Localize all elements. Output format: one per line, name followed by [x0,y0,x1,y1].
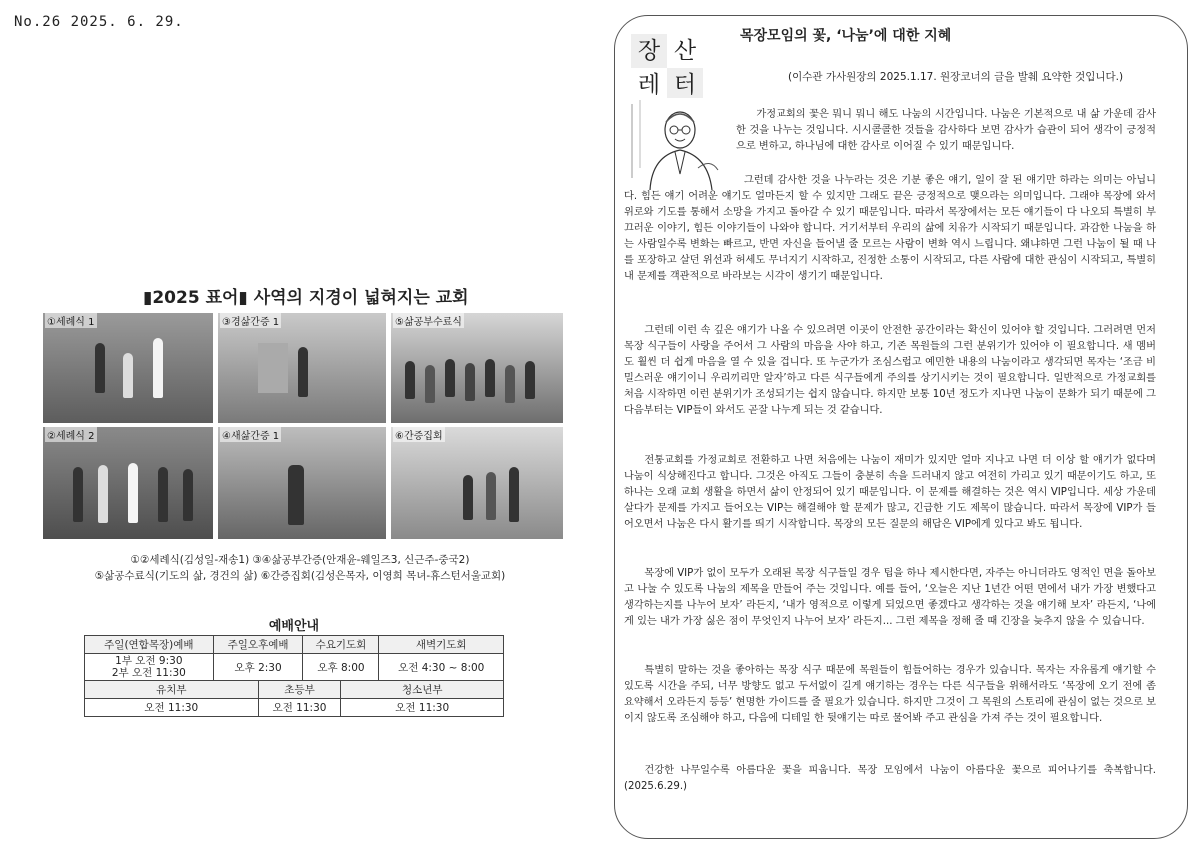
service-header: 주일(연합목장)예배 [85,636,214,654]
letter-title: 목장모임의 꽃, ‘나눔’에 대한 지혜 [740,28,952,44]
letter-paragraph: 목장에 VIP가 없이 모두가 오래된 목장 식구들일 경우 팁을 하나 제시한다면, 자주는 아니더라도 영적인 면을 돌아보고 나눌 수 있도록 나눔의 제목을 만들어 주는 것입니다. 예를 들어, ‘오늘은 지난 1년간 어떤 면에서 내가 가장 변했다고 생각하는지를 나누어 보자’ 라든지, ‘내가 영적으로 이렇게 되었으면 좋겠다고 생각하는 것을 얘기해 보자’ 라든지, ‘나에게 있는 내가 가장 싫은 점이 무엇인지 나누어 보자’ 라든지... 그런 제목을 정해 줄 때 긴장을 늦추지 않을 수 있습니다. [624,568,1156,627]
letter-paragraph: 그런데 감사한 것을 나누라는 것은 기분 좋은 얘기, 일이 잘 된 얘기만 하라는 의미는 아닙니다. 힘든 얘기 어려운 얘기도 얼마든지 할 수 있지만 그래도 끝은 긍정적으로 맺으라는 의미입니다. 그래야 목장에 와서 위로와 기도를 통해서 소망을 가지고 돌아갈 수 있기 때문입니다. 따라서 목장에서는 모든 얘기들이 다 나오되 특별히 부끄러운 이야기, 힘든 이야기들이 나와야 합니다. 거기서부터 우리의 삶에 치유가 시작되기 때문입니다. 과감한 나눔을 하는 사람일수록 변화는 빠르고, 반면 자신을 들어낼 줄 모르는 사람이 변화 역시 느립니다. 왜냐하면 그런 나눔이 될 때 나를 포장하고 살던 위선과 허세도 무너지기 시작하고, 진정한 소통이 시작되고, 다른 사람에 대한 관심이 시작되고, 특별히 내 문제를 객관적으로 바라보는 시각이 생기기 때문입니다. [624,175,1156,282]
person-figure [123,353,133,398]
service-time: 1부 오전 9:30 2부 오전 11:30 [85,654,214,681]
person-figure [183,469,193,521]
photo-6 [391,427,563,539]
caption-line: ⑤삶공수료식(기도의 삶, 경건의 삶) ⑥간증집회(김성은목자, 이영희 목녀-휴스턴서울교회) [94,570,506,582]
person-figure [153,338,163,398]
person-figure [465,363,475,401]
letter-paragraph: 건강한 나무일수록 아름다운 꽃을 피웁니다. 목장 모임에서 나눔이 아름다운 꽃으로 피어나기를 축복합니다.(2025.6.29.) [624,765,1156,792]
service-header: 새벽기도회 [379,636,504,654]
person-figure [298,347,308,397]
photo-3 [218,313,386,423]
podium [258,343,288,393]
issue-number: No.26 2025. 6. 29. [14,14,184,30]
person-figure [128,463,138,523]
person-figure [505,365,515,403]
school-time: 오전 11:30 [341,699,504,717]
person-figure [463,475,473,520]
service-header: 수요기도회 [303,636,379,654]
letter-paragraph: 그런데 이런 속 깊은 얘기가 나올 수 있으려면 이곳이 안전한 공간이라는 확신이 있어야 할 것입니다. 그러려면 먼저 목장 식구들이 사랑을 주어서 그 사람의 마음을 사야 하고, 기존 목원들의 그런 분위기가 있어야 이 필요합니다. 새 멤버도 훨씬 더 쉽게 마음을 열 수 있을 겁니다. 또 누군가가 조심스럽고 예민한 내용의 나눔이라고 생각되면 목자는 ‘조금 비밀스러운 얘기이니 우리끼리만 알자’하고 다른 식구들에게 주의를 상기시키는 것이 필요합니다. 일반적으로 가정교회를 처음 시작하면 이런 분위기가 조성되기는 쉽지 않습니다. 하지만 보통 10년 정도가 지나면 나눔이 문화가 되기 때문에 그다음부터는 VIP들이 와서도 곧잘 나누게 되는 것 같습니다. [624,325,1156,416]
service-time: 오후 8:00 [303,654,379,681]
photo-grid [43,313,563,539]
school-time: 오전 11:30 [258,699,341,717]
person-figure [509,467,519,522]
person-figure [485,359,495,397]
person-figure [95,343,105,393]
photo-label: ②세례식 2 [45,427,97,442]
letter-paragraph: 전통교회를 가정교회로 전환하고 나면 처음에는 나눔이 재미가 있지만 얼마 지나고 나면 더 이상 할 얘기가 없다며 나눔이 식상해진다고 합니다. 그것은 아직도 그들이 충분히 속을 드러내지 않고 여전히 가리고 있기 때문이기도 하고, 또 하나는 오래 교회 생활을 하면서 삶이 안정되어 있기 때문입니다. 이 문제를 해결하는 것은 역시 VIP입니다. 세상 가운데 살다가 문제를 가지고 들어오는 VIP는 해결해야 할 문제가 많고, 긴급한 기도 제목이 많습니다. 따라서 목장에 VIP가 들어오면서 나눔은 다시 활기를 띄기 시작합니다. 목장의 모든 질문의 해답은 VIP에게 있다고 봐도 됩니다. [624,455,1156,530]
photo-1 [43,313,213,423]
person-figure [98,465,108,523]
letter-paragraph: 특별히 말하는 것을 좋아하는 목장 식구 때문에 목원들이 힘들어하는 경우가 있습니다. 목자는 자유롭게 얘기할 수 있도록 시간을 주되, 너무 방향도 없고 두서없이 길게 얘기하는 경우는 다른 식구들을 위해서라도 ‘목장에 오기 전에 좀 요약해서 오라든지 등등’ 현명한 가이드를 줄 필요가 있습니다. 하지만 그것이 그 목원의 스토리에 관심이 없는 것으로 보이지 않도록 조심해야 하고, 다음에 디테일 한 뒷얘기는 따로 물어봐 주고 관심을 가져 주는 것이 필요합니다. [624,665,1156,724]
person-figure [405,361,415,399]
letter-paragraph: 가정교회의 꽃은 뭐니 뭐니 해도 나눔의 시간입니다. 나눔은 기본적으로 내 삶 가운데 감사한 것을 나누는 것입니다. 시시콜콜한 것들을 감사하다 보면 감사가 습관이 되어 생각이 긍정적으로 변하고, 하나님에 대한 감사로 이어질 수 있기 때문입니다. [736,109,1156,152]
letter-logo [631,34,703,102]
photo-4 [218,427,386,539]
person-figure [425,365,435,403]
logo-char: 터 [667,68,703,102]
annual-motto: ▮2025 표어▮ 사역의 지경이 넓혀지는 교회 [143,288,469,308]
photo-captions [0,552,600,584]
caption-line: ①②세례식(김성일-재송1) ③④삶공부간증(안재윤-웨일즈3, 신근주-중국2) [130,554,470,566]
photo-label: ④새삶간증 1 [220,427,281,442]
logo-char: 장 [631,34,667,68]
photo-label: ⑤삶공부수료식 [393,313,464,328]
person-figure [445,359,455,397]
worship-schedule-table [84,614,504,717]
person-figure [525,361,535,399]
photo-label: ⑥간증집회 [393,427,445,442]
service-header: 주일오후예배 [213,636,303,654]
photo-2 [43,427,213,539]
service-time: 오전 4:30 ~ 8:00 [379,654,504,681]
worship-schedule-title: 예배안내 [268,619,320,634]
school-header: 유치부 [85,681,259,699]
service-time: 오후 2:30 [213,654,303,681]
letter-source-note: (이수관 가사원장의 2025.1.17. 원장코너의 글을 발췌 요약한 것입니다.) [788,71,1124,83]
school-time: 오전 11:30 [85,699,259,717]
person-figure [158,467,168,522]
school-header: 초등부 [258,681,341,699]
person-figure [73,467,83,522]
photo-label: ③경삶간증 1 [220,313,281,328]
photo-5 [391,313,563,423]
photo-label: ①세례식 1 [45,313,97,328]
person-figure [288,465,304,525]
school-header: 청소년부 [341,681,504,699]
person-figure [486,472,496,520]
logo-char: 레 [637,72,661,98]
logo-char: 산 [673,38,697,64]
